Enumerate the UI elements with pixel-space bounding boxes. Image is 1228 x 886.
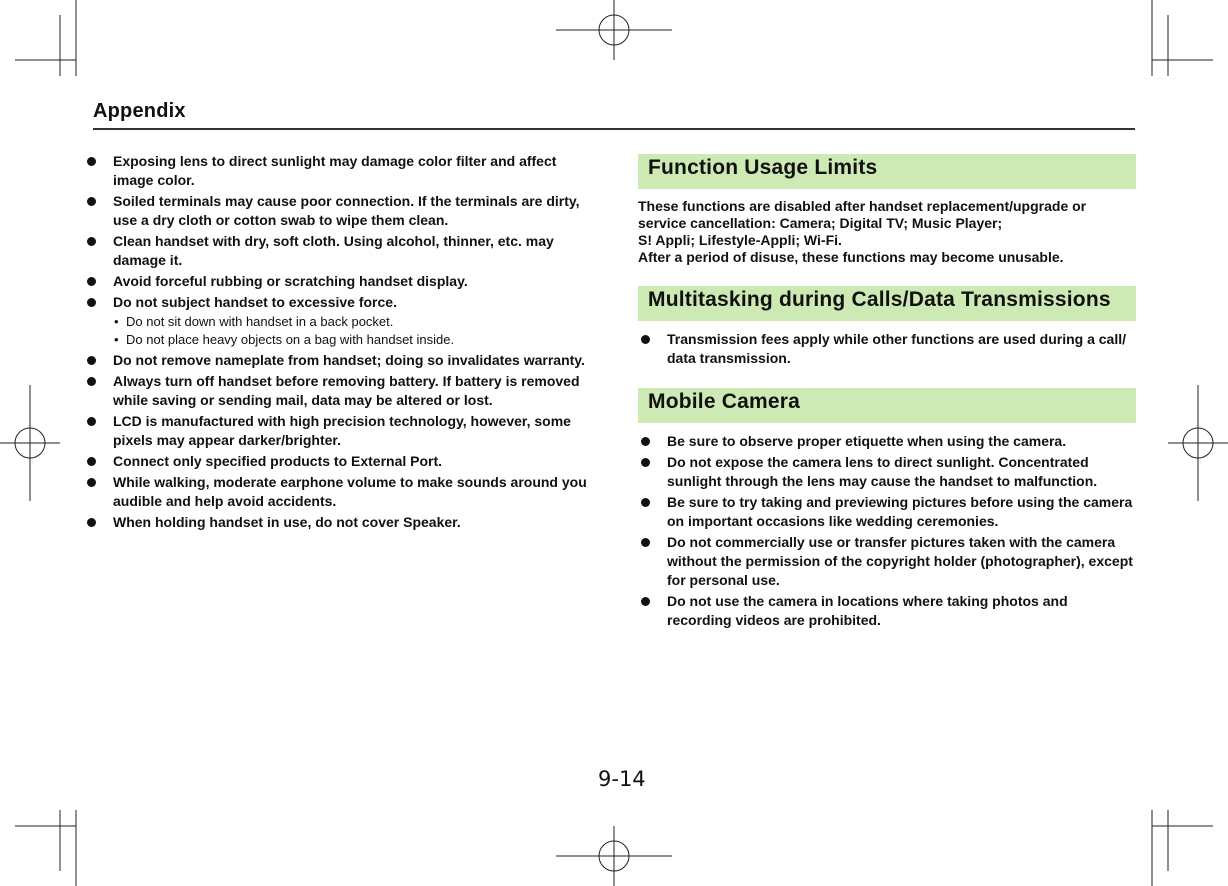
list-item: When holding handset in use, do not cover Speaker.: [84, 513, 594, 532]
list-item: Exposing lens to direct sunlight may damage color filter and affect image color.: [84, 152, 594, 190]
mobile-camera-list: [638, 432, 1136, 630]
list-item: Do not commercially use or transfer pictures taken with the camera without the permission of the copyright holder (photographer), except for personal use.: [638, 533, 1136, 590]
list-item: Do not use the camera in locations where taking photos and recording videos are prohibited.: [638, 592, 1136, 630]
section-title: Appendix: [93, 100, 186, 122]
list-item: Transmission fees apply while other functions are used during a call/ data transmission.: [638, 330, 1136, 368]
handling-precautions-list: [84, 152, 594, 532]
list-item: Do not expose the camera lens to direct sunlight. Concentrated sunlight through the lens may cause the handset to malfunction.: [638, 453, 1136, 491]
page-number: 9-14: [598, 767, 646, 791]
list-item: LCD is manufactured with high precision technology, however, some pixels may appear darker/brighter.: [84, 412, 594, 450]
function-usage-section: [638, 154, 1136, 266]
list-item: Connect only specified products to External Port.: [84, 452, 594, 471]
list-item: [84, 293, 594, 349]
mobile-camera-section: [638, 388, 1136, 630]
function-usage-text: These functions are disabled after handset replacement/upgrade or service cancellation: Camera; Digital TV; Music Player;: [638, 198, 1087, 231]
sub-list: [113, 313, 594, 349]
function-usage-text: S! Appli; Lifestyle-Appli; Wi-Fi.: [638, 232, 842, 248]
mobile-camera-heading: Mobile Camera: [638, 388, 1136, 423]
list-item: Do not remove nameplate from handset; doing so invalidates warranty.: [84, 351, 594, 370]
left-column: [84, 152, 594, 534]
list-item: While walking, moderate earphone volume to make sounds around you audible and help avoid accidents.: [84, 473, 594, 511]
list-item: Avoid forceful rubbing or scratching handset display.: [84, 272, 594, 291]
list-item: Be sure to try taking and previewing pictures before using the camera on important occasions like wedding ceremonies.: [638, 493, 1136, 531]
list-item: Always turn off handset before removing battery. If battery is removed while saving or sending mail, data may be altered or lost.: [84, 372, 594, 410]
right-column: [638, 154, 1136, 650]
list-item: Soiled terminals may cause poor connection. If the terminals are dirty, use a dry cloth or cotton swab to wipe them clean.: [84, 192, 594, 230]
list-item: Be sure to observe proper etiquette when using the camera.: [638, 432, 1136, 451]
list-item-text: Do not subject handset to excessive force.: [113, 294, 397, 310]
list-item: Clean handset with dry, soft cloth. Using alcohol, thinner, etc. may damage it.: [84, 232, 594, 270]
multitasking-list: [638, 330, 1136, 368]
function-usage-heading: Function Usage Limits: [638, 154, 1136, 189]
multitasking-section: [638, 286, 1136, 368]
sub-list-item: • Do not place heavy objects on a bag with handset inside.: [113, 331, 594, 349]
sub-list-item: • Do not sit down with handset in a back pocket.: [113, 313, 594, 331]
multitasking-heading: Multitasking during Calls/Data Transmissions: [638, 286, 1136, 321]
header-divider: [93, 128, 1135, 130]
function-usage-text: After a period of disuse, these functions may become unusable.: [638, 249, 1064, 265]
